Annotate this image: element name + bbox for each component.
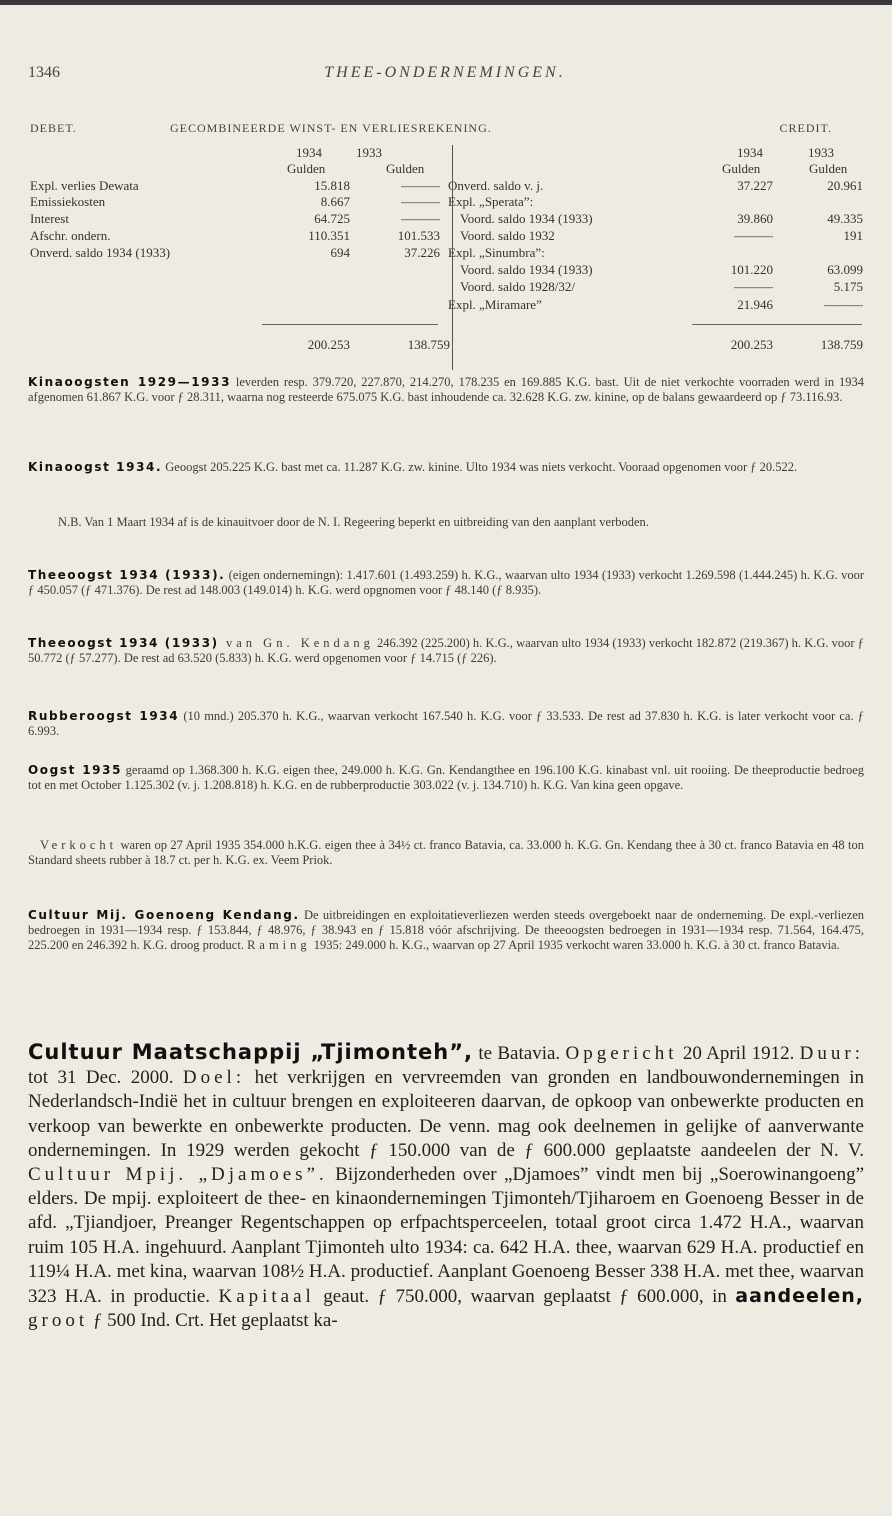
debet-unit-1934: Gulden [287,161,326,176]
row-label: Expl. „Miramare” [448,297,542,312]
paragraph-verkocht [28,838,864,868]
paragraph-spaced: Duur: [799,1043,864,1064]
row-label: Interest [30,211,69,226]
paragraph-note [28,515,864,530]
credit-total-1934: 200.253 [730,337,773,352]
row-value-1933: ——— [824,297,863,312]
paragraph-lead: Rubberoogst 1934 [28,709,180,723]
credit-year-1934: 1934 [737,145,763,160]
row-label: Emissiekosten [30,194,106,209]
paragraph-rubberoogst [28,709,864,739]
paragraph-spaced: Cultuur Mpij. „Djamoes”. [28,1164,328,1186]
paragraph-text: leverden resp. 379.720, 227.870, 214.270, 178.235 en 169.885 K.G. bast. Uit de niet verkochte voorraden werd in 1934 afgenomen 61.867 K.G. voor ƒ 28.311, waarna nog resteerde 675.075 K.G. bast inhoudende ca. 32.628 K.G. zw. kinine, op de balans gewaardeerd op ƒ 73.116.93. [28,375,864,404]
row-value-1934: 37.227 [737,178,773,193]
row-value-1934: 39.860 [737,211,773,226]
row-value-1933: ——— [401,211,440,226]
paragraph-lead: Oogst 1935 [28,763,123,777]
profit-loss-table [0,0,892,380]
row-value-1933: ——— [401,194,440,209]
table-row [460,211,863,227]
row-label: Expl. „Sperata”: [448,194,534,209]
row-label: Onverd. saldo 1934 (1933) [30,245,171,260]
table-row [30,178,440,194]
paragraph-spaced: Opgericht [565,1043,678,1064]
row-value-1934: 694 [330,245,350,260]
row-value-1933: 37.226 [404,245,440,260]
paragraph-spaced: Kapitaal [218,1286,315,1308]
table-row [448,245,863,261]
row-label: Voord. saldo 1932 [460,228,555,243]
paragraph-spaced: Doel: [182,1067,246,1089]
debet-totals-row [250,337,450,353]
paragraph-text: (eigen ondernemingn): 1.417.601 (1.493.259) h. K.G., waarvan ulto 1934 (1933) verkocht 1.269.598 (1.444.245) h. K.G. voor ƒ 450.057 (ƒ 471.376). De rest ad 148.003 (149.014) h. K.G. werd opgnomen voor ƒ 48.140 (ƒ 8.935). [28,568,864,597]
paragraph-text: Geoogst 205.225 K.G. bast met ca. 11.287 K.G. zw. kinine. Ulto 1934 was niets verkocht. Vooraad opgenomen voor ƒ 20.522. [162,460,798,474]
paragraph-text: Bijzonderheden over „Djamoes” vindt men bij „Soerowinangoeng” elders. De mpij. exploiteert de thee- en kinaondernemingen Tjimonteh/Tjiharoem en Goenoeng Besser in de afd. „Tjiandjoer, Preanger Regentschappen op erfpachtsperceelen, totaal groot circa 1.472 H.A., waarvan ruim 105 H.A. ingehuurd. Aanplant Tjimonteh ulto 1934: ca. 642 H.A. thee, waarvan 629 H.A. productief en 119¼ H.A. met kina, waarvan 108½ H.A. productief. Aanplant Goenoeng Besser 338 H.A. met thee, waarvan 323 H.A. in productie. [28,1164,864,1308]
company-name: Cultuur Maatschappij „Tjimonteh”, [28,1040,473,1064]
paragraph-spaced: Verkocht [40,838,118,852]
credit-year-1933: 1933 [808,145,834,160]
table-row [30,228,440,244]
row-label: Expl. verlies Dewata [30,178,139,193]
debet-label: DEBET. [30,121,77,135]
table-row [460,228,863,244]
row-value-1933: 101.533 [397,228,440,243]
paragraph-text: geraamd op 1.368.300 h. K.G. eigen thee, 249.000 h. K.G. Gn. Kendangthee en 196.100 K.G. kinabast vnl. uit rooiing. De theeproductie bedroeg tot en met October 1.125.302 (v. j. 1.208.818) h. K.G. en de rubberproductie 303.022 (v. j. 134.710) h. K.G. Van kina geen opgave. [28,763,865,792]
table-row [448,297,863,313]
paragraph-text: De uitbreidingen en exploitatieverliezen werden steeds overgeboekt naar de onderneming. De expl.-verliezen bedroegen in 1931—1934 resp. ƒ 153.844, ƒ 48.976, ƒ 38.943 en ƒ 15.818 vóór afschrijving. De theeoogsten bedroegen in 1931—1934 resp. 71.564, 164.475, 225.200 en 246.392 h. K.G. droog product. [28,908,865,952]
debet-year-1934: 1934 [296,145,322,160]
paragraph-text: geaut. ƒ 750.000, waarvan geplaatst ƒ 600.000, in [314,1286,736,1308]
table-row [30,245,440,261]
paragraph-lead: Kinaoogsten 1929—1933 [28,375,232,389]
table-row [460,262,863,278]
credit-totals-row [673,337,863,353]
paragraph-kinaoogsten [28,375,864,405]
row-value-1933: 5.175 [833,279,863,294]
paragraph-oogst-1935 [28,763,864,793]
row-value-1934: 8.667 [320,194,350,209]
row-value-1934: 101.220 [730,262,773,277]
paragraph-text: het verkrijgen en vervreemden van gronden en landbouwondernemingen in Nederlandsch-Indië het in cultuur brengen en exploiteeren daarvan, de opkoop van onbewerkte producten en verkoop van bewerkte en onbewerkte producten. De venn. mag ook deelnemen in gelijke of aanverwante ondernemingen. In 1929 werden gekocht ƒ 150.000 van de ƒ 600.000 geplaatste aandeelen der N. V. [28,1067,864,1161]
debet-total-1933: 138.759 [407,337,450,352]
paragraph-text: te Batavia. [473,1043,566,1064]
table-row [460,279,863,295]
paragraph-goenoeng-kendang [28,908,864,953]
row-label: Onverd. saldo v. j. [448,178,544,193]
row-value-1934: 21.946 [737,297,773,312]
row-value-1933: 191 [843,228,863,243]
debet-total-rule [262,324,438,325]
running-title: THEE-ONDERNEMINGEN. [324,64,566,81]
credit-unit-1933: Gulden [809,161,848,176]
paragraph-text: waren op 27 April 1935 354.000 h.K.G. eigen thee à 34½ ct. franco Batavia, ca. 33.000 h. K.G. Gn. Kendang thee à 30 ct. franco Batavia en 48 ton Standard sheets rubber à 18.7 ct. per h. K.G. ex. Veem Priok. [28,838,864,867]
credit-total-1933: 138.759 [820,337,863,352]
row-value-1934: 110.351 [308,228,350,243]
paragraph-text: ƒ 500 Ind. Crt. Het geplaatst ka- [88,1310,338,1332]
paragraph-theeoogst [28,568,864,598]
row-value-1934: 64.725 [314,211,350,226]
credit-unit-1934: Gulden [722,161,761,176]
paragraph-theeoogst-kendang [28,636,864,666]
paragraph-text: (10 mnd.) 205.370 h. K.G., waarvan verkocht 167.540 h. K.G. voor ƒ 33.533. De rest ad 37.830 h. K.G. is later verkocht voor ca. ƒ 6.993. [28,709,864,738]
debet-year-1933: 1933 [356,145,382,160]
paragraph-text: 1935: 249.000 h. K.G., waarvan op 27 April 1935 verkocht waren 33.000 h. K.G. à 30 ct. franco Batavia. [310,938,840,952]
paragraph-text: 20 April 1912. [677,1043,800,1064]
row-value-1933: 20.961 [827,178,863,193]
credit-label: CREDIT. [779,121,832,135]
debet-unit-1933: Gulden [386,161,425,176]
credit-total-rule [692,324,862,325]
paragraph-bold: aandeelen, [735,1285,864,1308]
paragraph-lead: Theeoogst 1934 (1933). [28,568,226,582]
row-value-1933: ——— [401,178,440,193]
paragraph-text: 246.392 (225.200) h. K.G., waarvan ulto 1934 (1933) verkocht 182.872 (219.367) h. K.G. voor ƒ 50.772 (ƒ 57.277). De rest ad 63.520 (5.833) h. K.G. werd opgenomen voor ƒ 14.715 (ƒ 226). [28,636,865,665]
table-row [30,194,440,210]
table-row [448,178,863,194]
paragraph-lead: Kinaoogst 1934. [28,460,163,474]
table-title: GECOMBINEERDE WINST- EN VERLIESREKENING. [170,121,492,135]
debet-total-1934: 200.253 [307,337,350,352]
row-value-1934: ——— [734,279,773,294]
row-label: Voord. saldo 1934 (1933) [460,211,593,226]
paragraph-spaced: groot [28,1310,89,1332]
table-row [30,211,440,227]
table-row [448,194,863,210]
row-value-1933: 49.335 [827,211,863,226]
row-label: Voord. saldo 1928/32/ [460,279,575,294]
row-label: Voord. saldo 1934 (1933) [460,262,593,277]
paragraph-text: N.B. Van 1 Maart 1934 af is de kinauitvoer door de N. I. Regeering beperkt en uitbreiding van den aanplant verboden. [58,515,649,529]
paragraph-lead: Cultuur Mij. Goenoeng Kendang. [28,908,300,922]
row-value-1933: 63.099 [827,262,863,277]
row-label: Afschr. ondern. [30,228,111,243]
row-value-1934: 15.818 [314,178,350,193]
paragraph-lead: Theeoogst 1934 (1933) [28,636,219,650]
paragraph-spaced: van Gn. Kendang [218,636,374,650]
paragraph-spaced: Raming [247,938,311,952]
row-value-1934: ——— [734,228,773,243]
paragraph-text: tot 31 Dec. 2000. [28,1067,183,1089]
paragraph-kinaoogst-1934 [28,460,864,475]
page-number: 1346 [28,64,60,81]
paragraph-tjimonteh [28,1040,864,1333]
row-label: Expl. „Sinumbra”: [448,245,545,260]
